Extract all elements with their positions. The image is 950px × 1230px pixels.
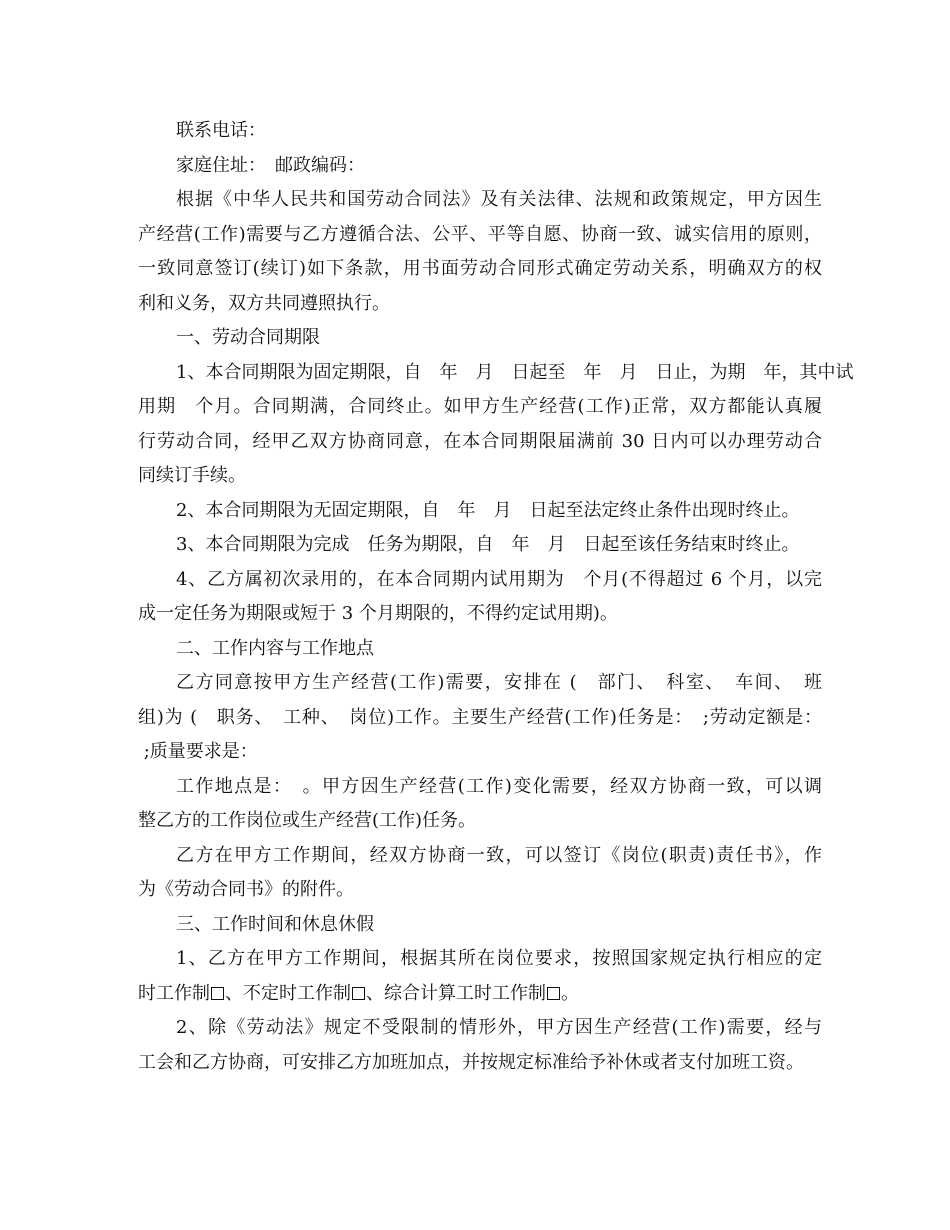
paragraph-line: ;质量要求是： <box>138 741 258 762</box>
paragraph-line: 整乙方的工作岗位或生产经营(工作)任务。 <box>138 810 477 831</box>
checkbox-empty-icon <box>352 987 365 1000</box>
section-heading: 三、工作时间和休息休假 <box>176 913 374 935</box>
checkbox-empty-icon <box>547 987 560 1000</box>
checkbox-empty-icon <box>211 987 224 1000</box>
paragraph-line: 乙方在甲方工作期间，经双方协商一致，可以签订《岗位(职责)责任书》，作 <box>176 844 822 866</box>
paragraph-line: 一致同意签订(续订)如下条款，用书面劳动合同形式确定劳动关系，明确双方的权 <box>138 258 822 279</box>
paragraph-line: 1、乙方在甲方工作期间，根据其所在岗位要求，按照国家规定执行相应的定 <box>176 948 822 969</box>
paragraph-line: 工会和乙方协商，可安排乙方加班加点，并按规定标准给予补休或者支付加班工资。 <box>138 1051 804 1073</box>
contact-phone-line: 联系电话： <box>176 120 266 141</box>
paragraph-line: 组)为 ( 职务、 工种、 岗位)工作。主要生产经营(工作)任务是： ;劳动定额是： <box>138 706 822 728</box>
paragraph-line: 4、乙方属初次录用的，在本合同期内试用期为 个月(不得超过 6 个月，以完 <box>176 568 822 590</box>
paragraph-line: 根据《中华人民共和国劳动合同法》及有关法律、法规和政策规定，甲方因生 <box>176 189 822 210</box>
paragraph-line: 利和义务，双方共同遵照执行。 <box>138 292 390 314</box>
paragraph-line: 同续订手续。 <box>138 465 246 486</box>
paragraph-line: 2、除《劳动法》规定不受限制的情形外，甲方因生产经营(工作)需要，经与 <box>176 1017 822 1038</box>
paragraph-line: 2、本合同期限为无固定期限，自 年 月 日起至法定终止条件出现时终止。 <box>176 499 800 521</box>
section-heading: 二、工作内容与工作地点 <box>176 637 374 659</box>
checkbox-line-end: 。 <box>561 982 579 1004</box>
paragraph-line: 工作地点是： 。甲方因生产经营(工作)变化需要，经双方协商一致，可以调 <box>176 775 822 797</box>
paragraph-line: 行劳动合同，经甲乙双方协商同意，在本合同期限届满前 30 日内可以办理劳动合 <box>138 430 822 452</box>
work-hours-checkbox-line <box>138 977 822 1012</box>
paragraph-line: 为《劳动合同书》的附件。 <box>138 879 354 900</box>
paragraph-line: 成一定任务为期限或短于 3 个月期限的，不得约定试用期)。 <box>138 603 618 624</box>
checkbox-option-label: 时工作制 <box>138 982 210 1004</box>
paragraph-line: 乙方同意按甲方生产经营(工作)需要，安排在 ( 部门、 科室、 车间、 班 <box>176 672 822 693</box>
paragraph-line: 1、本合同期限为固定期限，自 年 月 日起至 年 月 日止，为期 年，其中试 <box>176 361 854 383</box>
checkbox-option-label: 、不定时工作制 <box>225 982 351 1004</box>
paragraph-line: 产经营(工作)需要与乙方遵循合法、公平、平等自愿、协商一致、诚实信用的原则， <box>138 223 822 245</box>
paragraph-line: 用期 个月。合同期满，合同终止。如甲方生产经营(工作)正常，双方都能认真履 <box>138 396 822 417</box>
home-address-line: 家庭住址： 邮政编码： <box>176 154 365 176</box>
checkbox-option-label: 、综合计算工时工作制 <box>366 982 546 1004</box>
section-heading: 一、劳动合同期限 <box>176 327 320 348</box>
paragraph-line: 3、本合同期限为完成 任务为期限，自 年 月 日起至该任务结束时终止。 <box>176 534 800 555</box>
document-body <box>138 114 854 1080</box>
